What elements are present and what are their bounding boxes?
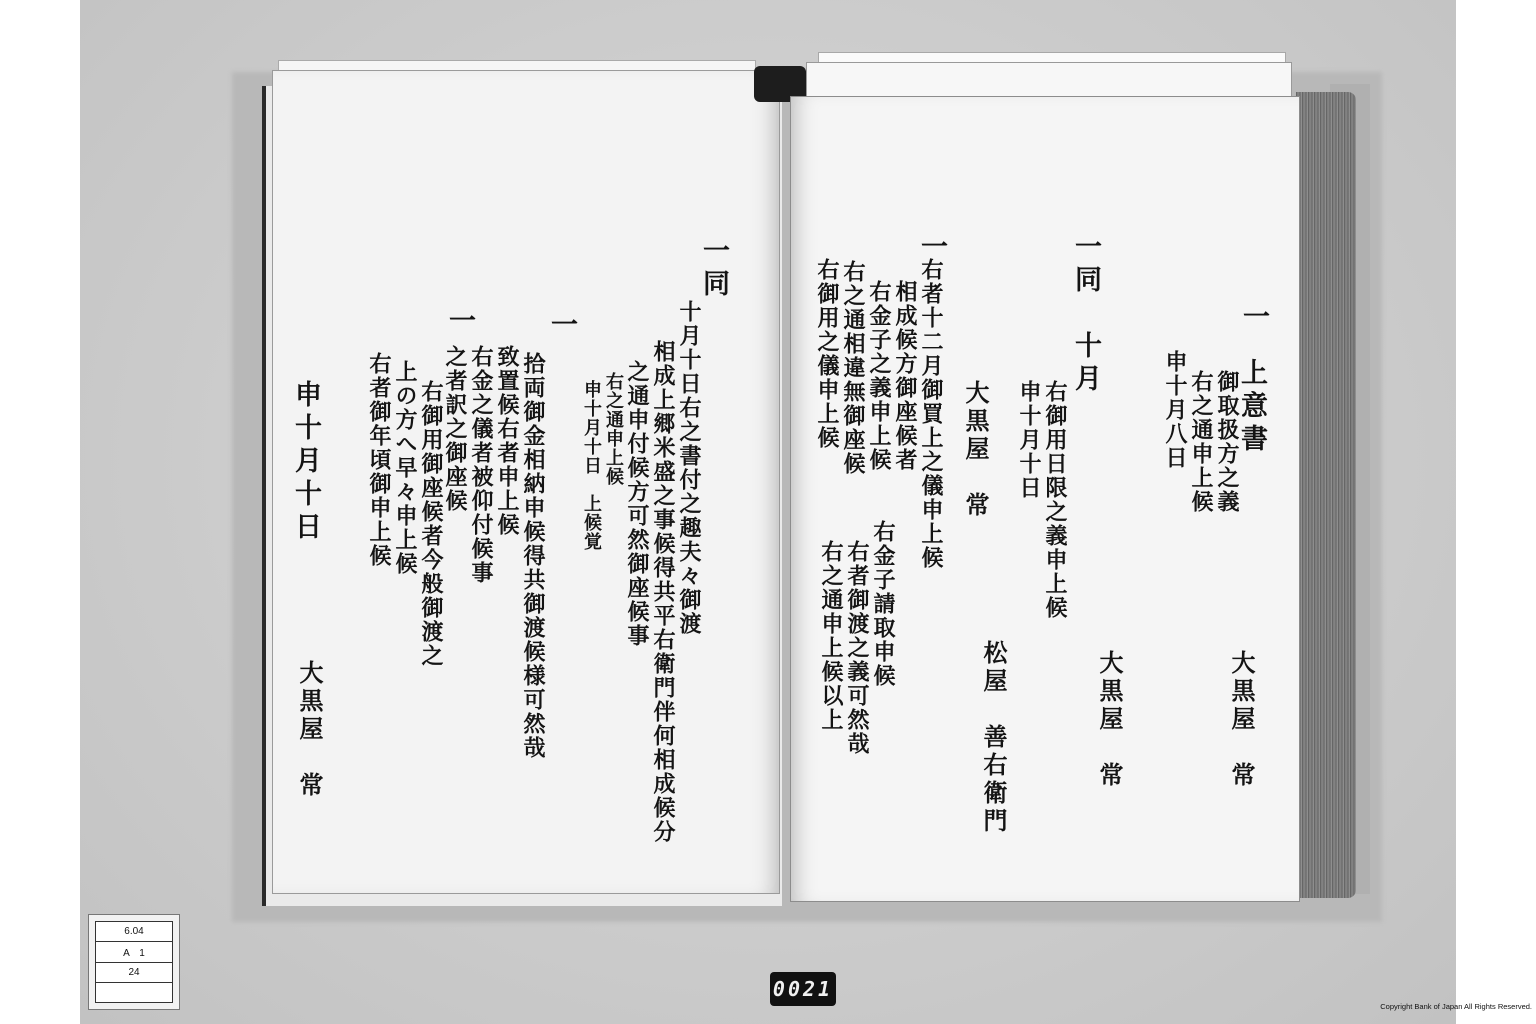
right-col-7: 右御用日限之義申上候 bbox=[1042, 380, 1068, 620]
frame-number: 0021 bbox=[770, 972, 836, 1006]
catalog-series: A 1 bbox=[96, 942, 172, 962]
left-col-11: 之者訳之御座候 bbox=[442, 345, 468, 513]
left-col-9: 致置候右者申上候 bbox=[494, 345, 520, 537]
right-col-4: 右之通申上候 bbox=[1188, 370, 1214, 514]
left-col-7: 一 bbox=[546, 310, 577, 343]
left-col-15: 右者御年頃御申上候 bbox=[366, 352, 392, 568]
right-col-8: 申十月十日 bbox=[1016, 380, 1042, 500]
right-col-16: 右者御渡之義可然哉 bbox=[844, 540, 870, 756]
left-col-8: 拾両御金相納申候得共御渡候様可然哉 bbox=[520, 352, 546, 760]
left-col-13: 右御用御座候者今般御渡之 bbox=[418, 380, 444, 668]
copyright-notice: Copyright Bank of Japan All Rights Reserved. bbox=[1380, 1002, 1532, 1011]
right-signature-3: 松屋 善右衛門 bbox=[979, 640, 1008, 836]
left-col-10: 右金之儀者被仰付候事 bbox=[468, 345, 494, 585]
left-col-3: 相成上郷米盛之事候得共平右衛門伴何相成候分 bbox=[650, 340, 676, 844]
right-col-17: 右之通申上候以上 bbox=[818, 540, 844, 732]
left-col-2: 十月十日右之書付之趣夫々御渡 bbox=[676, 300, 702, 636]
left-col-6: 申十月十日 上候覚 bbox=[581, 380, 602, 551]
left-col-4: 之通申付候方可然御座候事 bbox=[624, 360, 650, 648]
right-col-14: 右御用之儀申上候 bbox=[814, 258, 840, 450]
right-col-3: 御取扱方之義 bbox=[1214, 370, 1240, 514]
catalog-number: 6.04 bbox=[96, 922, 172, 942]
right-col-15: 右金子請取申候 bbox=[870, 520, 896, 688]
right-signature-4: 大黒屋 常 bbox=[961, 380, 990, 520]
right-col-10: 右者十二月御買上之儀申上候 bbox=[918, 258, 944, 570]
right-col-1: 一 bbox=[1238, 302, 1269, 335]
catalog-table bbox=[95, 921, 173, 1003]
right-col-9: 一 bbox=[916, 232, 947, 265]
right-col-13: 右之通相違無御座候 bbox=[840, 260, 866, 476]
left-col-16: 申十月十日 bbox=[290, 380, 321, 545]
catalog-volume: 24 bbox=[96, 963, 172, 983]
page-fore-edge bbox=[1296, 92, 1356, 898]
right-col-5: 申十月八日 bbox=[1162, 350, 1188, 470]
catalog-blank bbox=[96, 983, 172, 1002]
right-signature-1: 大黒屋 常 bbox=[1227, 650, 1256, 790]
left-col-14: 上の方へ早々申上候 bbox=[392, 360, 418, 576]
right-col-12: 右金子之義申上候 bbox=[866, 280, 892, 472]
right-col-6: 一同 十月 bbox=[1070, 232, 1101, 397]
left-col-5: 右之通申上候 bbox=[603, 372, 624, 486]
right-signature-2: 大黒屋 常 bbox=[1095, 650, 1124, 790]
left-col-12: 一 bbox=[444, 306, 475, 339]
right-col-11: 相成候方御座候者 bbox=[892, 280, 918, 472]
right-col-2: 上意書 bbox=[1236, 358, 1267, 457]
left-signature: 大黒屋 常 bbox=[295, 660, 324, 800]
catalog-label bbox=[88, 914, 180, 1010]
left-col-1: 一同 bbox=[698, 236, 729, 302]
